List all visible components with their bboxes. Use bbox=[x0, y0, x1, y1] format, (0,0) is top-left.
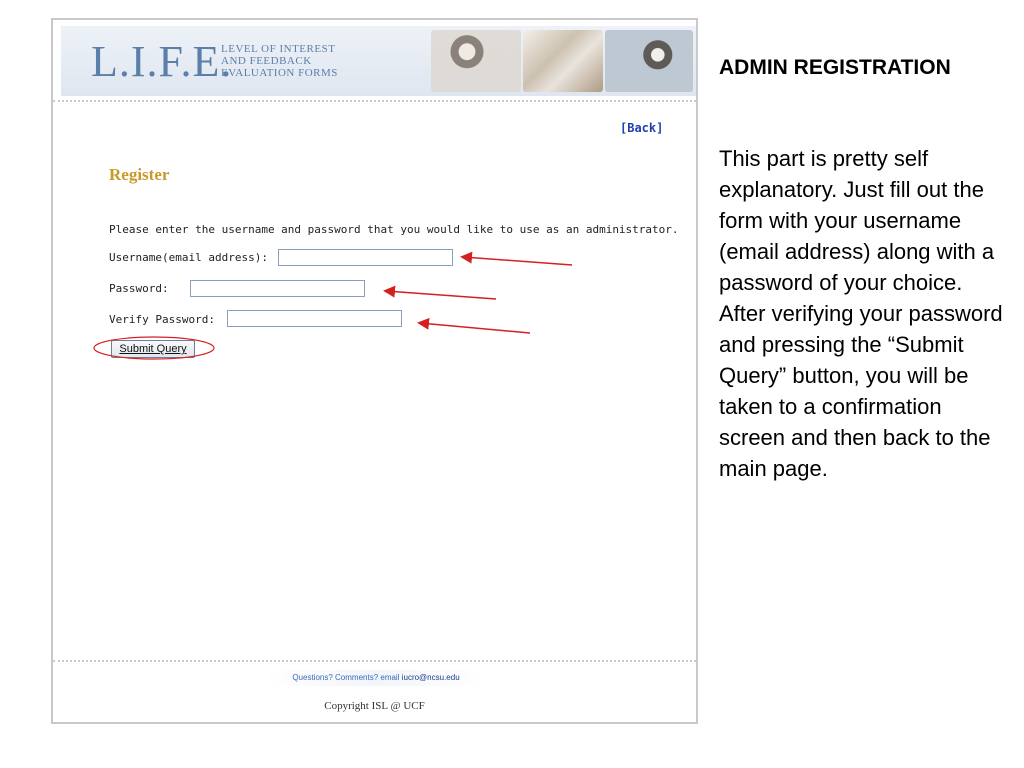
username-input[interactable] bbox=[278, 249, 453, 266]
contact-email-link[interactable]: iucro@ncsu.edu bbox=[401, 673, 460, 682]
banner-photos bbox=[431, 26, 696, 96]
header-divider bbox=[53, 100, 696, 102]
arrow-verify-password bbox=[420, 323, 530, 333]
side-description: This part is pretty self explanatory. Just fill out the form with your username (email address) along with a password of your choice. After verifying your password and pressing the “Submit Query” button, you will be taken to a confirmation screen and then back to the main page. bbox=[719, 146, 1003, 481]
banner-photo-meeting bbox=[431, 30, 521, 92]
page-title: Register bbox=[109, 165, 170, 184]
annotation-overlay bbox=[53, 20, 700, 726]
banner-photo-team bbox=[605, 30, 693, 92]
screenshot-frame bbox=[51, 18, 698, 724]
footer-contact bbox=[265, 670, 487, 686]
verify-password-label: Verify Password: bbox=[109, 313, 215, 326]
back-link[interactable]: [Back] bbox=[620, 121, 664, 135]
contact-prefix: Questions? Comments? email bbox=[292, 673, 402, 682]
side-heading: ADMIN REGISTRATION bbox=[719, 56, 951, 79]
site-logo: L.I.F.E. bbox=[91, 37, 233, 86]
footer-divider bbox=[53, 660, 696, 662]
password-label: Password: bbox=[109, 282, 169, 295]
site-banner bbox=[61, 26, 696, 96]
submit-query-button[interactable]: Submit Query bbox=[111, 340, 195, 358]
site-tagline: LEVEL OF INTEREST AND FEEDBACK EVALUATION FORMS bbox=[221, 43, 338, 79]
copyright-text: Copyright ISL @ UCF bbox=[324, 700, 425, 712]
verify-password-input[interactable] bbox=[227, 310, 402, 327]
arrow-password bbox=[386, 291, 496, 299]
arrow-username bbox=[463, 257, 572, 265]
banner-photo-writing bbox=[523, 30, 603, 92]
password-input[interactable] bbox=[190, 280, 365, 297]
form-instruction: Please enter the username and password that you would like to use as an administrator. bbox=[109, 223, 679, 236]
username-label: Username(email address): bbox=[109, 251, 268, 264]
